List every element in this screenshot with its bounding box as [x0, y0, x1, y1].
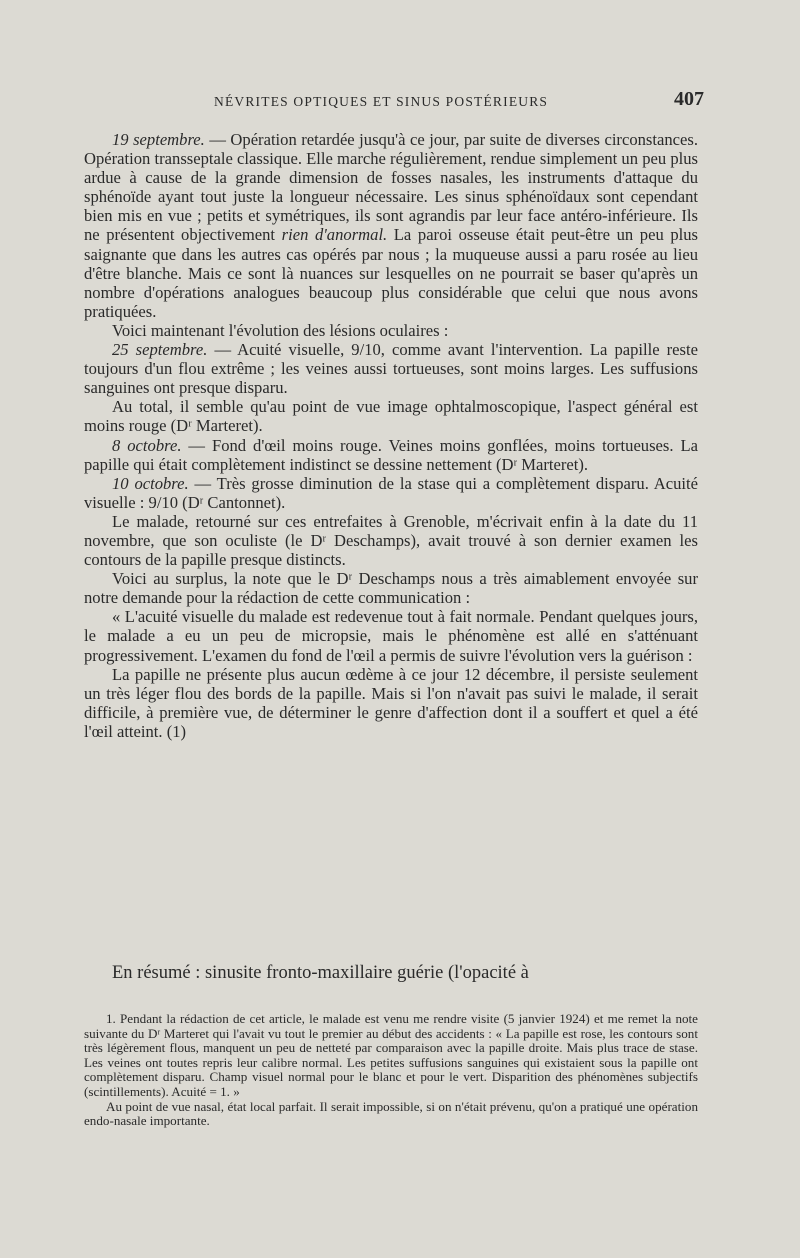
paragraph-text: — Acuité visuelle, 9/10, comme avant l'intervention. La papille reste toujours d'un flou extrême ; les veines aussi tortueuses, sont moins larges. Les suffusions sanguines ont presque disparu.	[84, 340, 698, 398]
footnotes	[84, 1012, 698, 1129]
page-header	[84, 88, 706, 116]
paragraph-4	[84, 397, 698, 435]
paragraph-7	[84, 512, 698, 569]
paragraph-text-tail: La paroi osseuse était peut-être un peu plus saignante que dans les autres cas opérés par nous ; la muqueuse aussi a paru rosée au lieu d'être blanche. Mais ce sont là nuances sur lesquelles on ne pourrait se baser qu'après un nombre d'opérations analogues beaucoup plus considérable que celui que nous avons pratiquées.	[84, 225, 698, 321]
paragraph-text: La papille ne présente plus aucun œdème à ce jour 12 décembre, il persiste seulement un très léger flou des bords de la papille. Mais si l'on n'avait pas suivi le malade, il serait difficile, à première vue, de déterminer le genre d'affection dont il a souffert et quel a été l'œil atteint. (1)	[84, 664, 698, 741]
paragraph-text: « L'acuité visuelle du malade est redevenue tout à fait normale. Pendant quelques jours, le malade a eu un peu de micropsie, mais le phénomène est allé en s'atténuant progressivement. L'examen du fond de l'œil a permis de suivre l'évolution vers la guérison :	[84, 607, 698, 665]
paragraph-8	[84, 569, 698, 607]
paragraph-text: Voici maintenant l'évolution des lésions oculaires :	[112, 320, 449, 340]
paragraph-text: Le malade, retourné sur ces entrefaites à Grenoble, m'écrivait enfin à la date du 11 novembre, que son oculiste (le Dʳ Deschamps), avait trouvé à son dernier examen les contours de la papille presque distincts.	[84, 511, 698, 570]
paragraph-6	[84, 474, 698, 512]
paragraph-text: — Opération retardée jusqu'à ce jour, par suite de diverses circonstances. Opération transseptale classique. Elle marche régulièrement, rendue simplement un peu plus ardue à cause de la grande dimension de fosses nasales, les instruments d'attaque du sphénoïde ayant tout juste la longueur nécessaire. Les sinus sphénoïdaux sont cependant bien mis en vue ; petits et symétriques, ils sont agrandis par leur face antéro-inférieure. Ils ne présentent objectivement	[84, 130, 698, 245]
paragraph-5	[84, 436, 698, 474]
summary-line: En résumé : sinusite fronto-maxillaire guérie (l'opacité à	[112, 963, 529, 983]
paragraph-2	[84, 321, 698, 340]
paragraph-text: — Fond d'œil moins rouge. Veines moins gonflées, moins tortueuses. La papille qui était complètement indistinct se dessine nettement (Dʳ Marteret).	[84, 435, 698, 474]
paragraph-9	[84, 607, 698, 664]
footnote-1-continued: Au point de vue nasal, état local parfait. Il serait impossible, si on n'était prévenu, qu'on a pratiqué une opération endo-nasale importante.	[84, 1098, 698, 1129]
paragraph-lead: 19 septembre.	[112, 130, 205, 149]
italic-phrase: rien d'anormal.	[281, 225, 388, 245]
paragraph-text: Voici au surplus, la note que le Dʳ Deschamps nous a très aimablement envoyée sur notre demande pour la rédaction de cette communication :	[84, 569, 698, 608]
body-text	[84, 130, 698, 741]
paragraph-text: — Très grosse diminution de la stase qui a complètement disparu. Acuité visuelle : 9/10 (Dʳ Cantonnet).	[84, 473, 699, 512]
paragraph-10	[84, 665, 698, 741]
paragraph-3	[84, 340, 698, 397]
paragraph-1	[84, 130, 698, 321]
footnote-1: 1. Pendant la rédaction de cet article, le malade est venu me rendre visite (5 janvier 1924) et me remet la note suivante du Dʳ Marteret qui l'avait vu tout le premier au début des accidents : « La papille est rose, les contours sont très légèrement flous, manquent un peu de netteté par comparaison avec la papille droite. Mais plus trace de stase. Les veines ont toutes repris leur calibre normal. Les petites suffusions sanguines qui existaient sous la papille ont complètement disparu. Champ visuel normal pour le blanc et pour le vert. Disparition des phénomènes subjectifs (scintillements). Acuité = 1. »	[84, 1011, 698, 1099]
paragraph-text: Au total, il semble qu'au point de vue image ophtalmoscopique, l'aspect général est moins rouge (Dʳ Marteret).	[84, 397, 698, 436]
page-number: 407	[674, 88, 704, 110]
running-title: NÉVRITES OPTIQUES ET SINUS POSTÉRIEURS	[214, 94, 549, 109]
paragraph-lead: 25 septembre.	[112, 340, 208, 360]
paragraph-lead: 10 octobre.	[112, 473, 189, 493]
paragraph-lead: 8 octobre.	[112, 435, 182, 455]
